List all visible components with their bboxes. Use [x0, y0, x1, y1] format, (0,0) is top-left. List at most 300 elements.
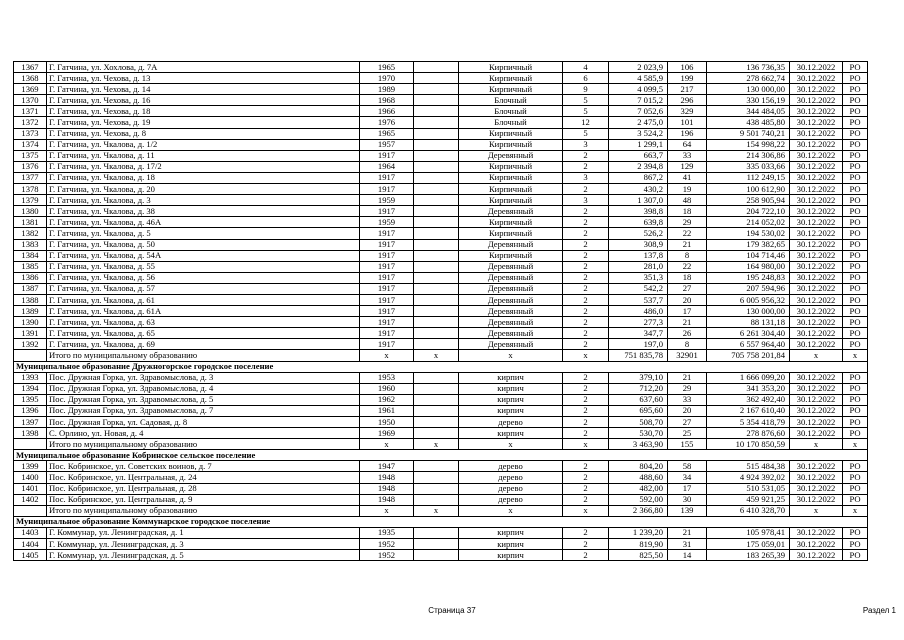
date-cell: 30.12.2022 [790, 372, 843, 383]
table-row [14, 550, 868, 561]
address-cell: Г. Гатчина, ул. Чкалова, д. 57 [47, 283, 360, 294]
amount-cell: 362 492,40 [707, 394, 790, 405]
year-cell: x [360, 505, 414, 516]
date-cell: 30.12.2022 [790, 250, 843, 261]
floors-cell: 5 [563, 106, 609, 117]
total-row [14, 350, 868, 361]
address-cell: Г. Гатчина, ул. Хохлова, д. 7А [47, 62, 360, 73]
residents-cell: 155 [668, 439, 707, 450]
table-row [14, 317, 868, 328]
date-cell: 30.12.2022 [790, 527, 843, 538]
date-cell: 30.12.2022 [790, 405, 843, 416]
area-cell: 277,3 [609, 317, 668, 328]
table-row [14, 272, 868, 283]
address-cell: Г. Гатчина, ул. Чкалова, д. 54А [47, 250, 360, 261]
row-number-cell: 1379 [14, 195, 47, 206]
residents-cell: 27 [668, 283, 707, 294]
wall-material-cell: кирпич [459, 383, 563, 394]
table-row [14, 172, 868, 183]
floors-cell: 2 [563, 383, 609, 394]
residents-cell: 32901 [668, 350, 707, 361]
residents-cell: 21 [668, 527, 707, 538]
address-cell: Г. Гатчина, ул. Чкалова, д. 61 [47, 294, 360, 305]
area-cell: 1 307,0 [609, 195, 668, 206]
floors-cell: 2 [563, 405, 609, 416]
table-row [14, 372, 868, 383]
amount-cell: 195 248,83 [707, 272, 790, 283]
section-header-row [14, 516, 868, 527]
date-cell: 30.12.2022 [790, 539, 843, 550]
blank-cell [414, 150, 459, 161]
blank-cell [414, 405, 459, 416]
address-cell: С. Орлино, ул. Новая, д. 4 [47, 428, 360, 439]
address-cell: Г. Коммунар, ул. Ленинградская, д. 1 [47, 527, 360, 538]
residents-cell: 21 [668, 239, 707, 250]
row-number-cell: 1367 [14, 62, 47, 73]
wall-material-cell: Кирпичный [459, 73, 563, 84]
year-cell: 1948 [360, 494, 414, 505]
date-cell: 30.12.2022 [790, 283, 843, 294]
blank-cell [414, 261, 459, 272]
code-cell: РО [843, 494, 868, 505]
row-number-cell: 1388 [14, 294, 47, 305]
area-cell: 526,2 [609, 228, 668, 239]
year-cell: 1989 [360, 84, 414, 95]
blank-cell [414, 294, 459, 305]
blank-cell: x [414, 439, 459, 450]
floors-cell: 2 [563, 550, 609, 561]
date-cell: 30.12.2022 [790, 161, 843, 172]
table-row [14, 206, 868, 217]
amount-cell: 335 033,66 [707, 161, 790, 172]
area-cell: 7 052,6 [609, 106, 668, 117]
address-cell: Г. Гатчина, ул. Чкалова, д. 20 [47, 184, 360, 195]
row-number-cell: 1369 [14, 84, 47, 95]
address-cell: Г. Гатчина, ул. Чкалова, д. 69 [47, 339, 360, 350]
row-number-cell: 1389 [14, 306, 47, 317]
blank-cell: x [414, 505, 459, 516]
area-cell: 308,9 [609, 239, 668, 250]
floors-cell: 5 [563, 95, 609, 106]
floors-cell: 2 [563, 261, 609, 272]
floors-cell: 3 [563, 195, 609, 206]
residents-cell: 139 [668, 505, 707, 516]
section-header-row [14, 361, 868, 372]
section-title: Муниципальное образование Дружногорское городское поселение [14, 361, 868, 372]
date-cell: 30.12.2022 [790, 150, 843, 161]
amount-cell: 438 485,80 [707, 117, 790, 128]
year-cell: 1917 [360, 306, 414, 317]
area-cell: 1 239,20 [609, 527, 668, 538]
row-number-cell: 1382 [14, 228, 47, 239]
wall-material-cell: кирпич [459, 527, 563, 538]
code-cell: РО [843, 394, 868, 405]
year-cell: 1952 [360, 550, 414, 561]
code-cell: x [843, 350, 868, 361]
blank-cell [414, 461, 459, 472]
area-cell: 347,7 [609, 328, 668, 339]
wall-material-cell: дерево [459, 461, 563, 472]
year-cell: 1948 [360, 483, 414, 494]
wall-material-cell: Кирпичный [459, 172, 563, 183]
code-cell: РО [843, 261, 868, 272]
date-cell: 30.12.2022 [790, 494, 843, 505]
row-number-cell: 1395 [14, 394, 47, 405]
area-cell: 530,70 [609, 428, 668, 439]
code-cell: РО [843, 428, 868, 439]
floors-cell: 2 [563, 527, 609, 538]
residents-cell: 58 [668, 461, 707, 472]
wall-material-cell: Деревянный [459, 261, 563, 272]
area-cell: 695,60 [609, 405, 668, 416]
date-cell: 30.12.2022 [790, 339, 843, 350]
year-cell: 1957 [360, 139, 414, 150]
address-cell: Г. Гатчина, ул. Чкалова, д. 11 [47, 150, 360, 161]
wall-material-cell: кирпич [459, 550, 563, 561]
year-cell: 1917 [360, 206, 414, 217]
code-cell: РО [843, 483, 868, 494]
year-cell: 1917 [360, 317, 414, 328]
code-cell: РО [843, 239, 868, 250]
blank-cell [414, 527, 459, 538]
table-row [14, 250, 868, 261]
table-row [14, 95, 868, 106]
date-cell: 30.12.2022 [790, 383, 843, 394]
amount-cell: 5 354 418,79 [707, 417, 790, 428]
code-cell: РО [843, 195, 868, 206]
address-cell: Г. Коммунар, ул. Ленинградская, д. 3 [47, 539, 360, 550]
table-row [14, 239, 868, 250]
year-cell: 1948 [360, 472, 414, 483]
row-number-cell: 1384 [14, 250, 47, 261]
area-cell: 637,60 [609, 394, 668, 405]
floors-cell: 2 [563, 372, 609, 383]
table-row [14, 339, 868, 350]
table-body [14, 62, 868, 561]
residents-cell: 129 [668, 161, 707, 172]
wall-material-cell: дерево [459, 417, 563, 428]
wall-material-cell: Деревянный [459, 328, 563, 339]
amount-cell: 214 306,86 [707, 150, 790, 161]
year-cell: 1953 [360, 372, 414, 383]
wall-material-cell: Кирпичный [459, 217, 563, 228]
row-number-cell [14, 439, 47, 450]
table-row [14, 84, 868, 95]
blank-cell [414, 550, 459, 561]
floors-cell: 2 [563, 428, 609, 439]
blank-cell [414, 394, 459, 405]
table-row [14, 461, 868, 472]
row-number-cell: 1372 [14, 117, 47, 128]
row-number-cell: 1386 [14, 272, 47, 283]
date-cell: 30.12.2022 [790, 139, 843, 150]
residents-cell: 25 [668, 428, 707, 439]
wall-material-cell: кирпич [459, 539, 563, 550]
year-cell: 1959 [360, 195, 414, 206]
code-cell: РО [843, 294, 868, 305]
code-cell: РО [843, 328, 868, 339]
blank-cell [414, 283, 459, 294]
row-number-cell: 1380 [14, 206, 47, 217]
residents-cell: 101 [668, 117, 707, 128]
area-cell: 1 299,1 [609, 139, 668, 150]
amount-cell: 6 005 956,32 [707, 294, 790, 305]
code-cell: РО [843, 250, 868, 261]
year-cell: 1917 [360, 328, 414, 339]
page-number: Страница 37 [428, 606, 476, 615]
row-number-cell: 1398 [14, 428, 47, 439]
row-number-cell: 1374 [14, 139, 47, 150]
address-cell: Пос. Кобринское, ул. Центральная, д. 9 [47, 494, 360, 505]
row-number-cell [14, 505, 47, 516]
code-cell: РО [843, 73, 868, 84]
blank-cell [414, 73, 459, 84]
year-cell: 1917 [360, 239, 414, 250]
area-cell: 197,0 [609, 339, 668, 350]
section-label: Раздел 1 [862, 606, 896, 615]
table-row [14, 195, 868, 206]
table-row [14, 161, 868, 172]
area-cell: 592,00 [609, 494, 668, 505]
year-cell: 1964 [360, 161, 414, 172]
blank-cell [414, 117, 459, 128]
row-number-cell: 1390 [14, 317, 47, 328]
row-number-cell [14, 350, 47, 361]
row-number-cell: 1385 [14, 261, 47, 272]
address-cell: Г. Гатчина, ул. Чкалова, д. 46А [47, 217, 360, 228]
code-cell: РО [843, 272, 868, 283]
row-number-cell: 1391 [14, 328, 47, 339]
address-cell: Итого по муниципальному образованию [47, 439, 360, 450]
residents-cell: 196 [668, 128, 707, 139]
floors-cell: 2 [563, 239, 609, 250]
floors-cell: 2 [563, 228, 609, 239]
address-cell: Пос. Дружная Горка, ул. Здравомыслова, д. 7 [47, 405, 360, 416]
amount-cell: 258 905,94 [707, 195, 790, 206]
row-number-cell: 1392 [14, 339, 47, 350]
amount-cell: 164 980,00 [707, 261, 790, 272]
address-cell: Г. Гатчина, ул. Чкалова, д. 56 [47, 272, 360, 283]
row-number-cell: 1387 [14, 283, 47, 294]
area-cell: 3 463,90 [609, 439, 668, 450]
total-row [14, 505, 868, 516]
floors-cell: 4 [563, 62, 609, 73]
floors-cell: 2 [563, 294, 609, 305]
row-number-cell: 1375 [14, 150, 47, 161]
row-number-cell: 1393 [14, 372, 47, 383]
blank-cell [414, 206, 459, 217]
date-cell: 30.12.2022 [790, 106, 843, 117]
area-cell: 508,70 [609, 417, 668, 428]
address-cell: Г. Гатчина, ул. Чехова, д. 19 [47, 117, 360, 128]
wall-material-cell: Блочный [459, 95, 563, 106]
year-cell: 1917 [360, 184, 414, 195]
table-row [14, 394, 868, 405]
floors-cell: 2 [563, 472, 609, 483]
wall-material-cell: Кирпичный [459, 139, 563, 150]
date-cell: 30.12.2022 [790, 428, 843, 439]
wall-material-cell: Деревянный [459, 272, 563, 283]
row-number-cell: 1405 [14, 550, 47, 561]
residents-cell: 64 [668, 139, 707, 150]
date-cell: x [790, 439, 843, 450]
area-cell: 663,7 [609, 150, 668, 161]
date-cell: 30.12.2022 [790, 172, 843, 183]
floors-cell: 6 [563, 73, 609, 84]
amount-cell: 9 501 740,21 [707, 128, 790, 139]
address-cell: Пос. Кобринское, ул. Центральная, д. 28 [47, 483, 360, 494]
year-cell: x [360, 439, 414, 450]
amount-cell: 278 876,60 [707, 428, 790, 439]
floors-cell: 2 [563, 461, 609, 472]
date-cell: 30.12.2022 [790, 483, 843, 494]
wall-material-cell: дерево [459, 494, 563, 505]
table-row [14, 405, 868, 416]
wall-material-cell: Блочный [459, 106, 563, 117]
blank-cell [414, 339, 459, 350]
amount-cell: 515 484,38 [707, 461, 790, 472]
year-cell: 1965 [360, 128, 414, 139]
code-cell: РО [843, 417, 868, 428]
address-cell: Г. Гатчина, ул. Чкалова, д. 50 [47, 239, 360, 250]
table-row [14, 494, 868, 505]
code-cell: x [843, 439, 868, 450]
code-cell: РО [843, 84, 868, 95]
year-cell: 1966 [360, 106, 414, 117]
amount-cell: 183 265,39 [707, 550, 790, 561]
date-cell: 30.12.2022 [790, 84, 843, 95]
section-title: Муниципальное образование Кобринское сельское поселение [14, 450, 868, 461]
row-number-cell: 1371 [14, 106, 47, 117]
wall-material-cell: Кирпичный [459, 184, 563, 195]
floors-cell: 2 [563, 161, 609, 172]
amount-cell: 154 998,22 [707, 139, 790, 150]
date-cell: 30.12.2022 [790, 128, 843, 139]
year-cell: 1917 [360, 294, 414, 305]
date-cell: 30.12.2022 [790, 117, 843, 128]
residents-cell: 17 [668, 306, 707, 317]
date-cell: 30.12.2022 [790, 306, 843, 317]
floors-cell: 5 [563, 128, 609, 139]
table-row [14, 306, 868, 317]
table-row [14, 228, 868, 239]
floors-cell: 2 [563, 317, 609, 328]
date-cell: 30.12.2022 [790, 206, 843, 217]
address-cell: Пос. Дружная Горка, ул. Здравомыслова, д. 3 [47, 372, 360, 383]
code-cell: РО [843, 139, 868, 150]
area-cell: 281,0 [609, 261, 668, 272]
residents-cell: 34 [668, 472, 707, 483]
blank-cell [414, 139, 459, 150]
blank-cell [414, 95, 459, 106]
year-cell: 1968 [360, 95, 414, 106]
wall-material-cell: Кирпичный [459, 62, 563, 73]
table-row [14, 73, 868, 84]
row-number-cell: 1383 [14, 239, 47, 250]
wall-material-cell: кирпич [459, 428, 563, 439]
area-cell: 4 585,9 [609, 73, 668, 84]
code-cell: РО [843, 217, 868, 228]
address-cell: Г. Гатчина, ул. Чкалова, д. 3 [47, 195, 360, 206]
wall-material-cell: Блочный [459, 117, 563, 128]
address-cell: Пос. Кобринское, ул. Советских воинов, д. 7 [47, 461, 360, 472]
code-cell: x [843, 505, 868, 516]
residents-cell: 26 [668, 328, 707, 339]
blank-cell [414, 128, 459, 139]
wall-material-cell: дерево [459, 483, 563, 494]
code-cell: РО [843, 62, 868, 73]
blank-cell [414, 306, 459, 317]
date-cell: x [790, 505, 843, 516]
blank-cell [414, 228, 459, 239]
residents-cell: 20 [668, 294, 707, 305]
table-row [14, 139, 868, 150]
blank-cell [414, 184, 459, 195]
row-number-cell: 1370 [14, 95, 47, 106]
date-cell: 30.12.2022 [790, 217, 843, 228]
year-cell: 1950 [360, 417, 414, 428]
floors-cell: 2 [563, 272, 609, 283]
date-cell: x [790, 350, 843, 361]
total-row [14, 439, 868, 450]
row-number-cell: 1396 [14, 405, 47, 416]
residents-cell: 296 [668, 95, 707, 106]
code-cell: РО [843, 306, 868, 317]
table-row [14, 184, 868, 195]
year-cell: 1917 [360, 272, 414, 283]
wall-material-cell: Кирпичный [459, 161, 563, 172]
code-cell: РО [843, 339, 868, 350]
address-cell: Г. Гатчина, ул. Чехова, д. 8 [47, 128, 360, 139]
amount-cell: 10 170 850,59 [707, 439, 790, 450]
address-cell: Итого по муниципальному образованию [47, 350, 360, 361]
code-cell: РО [843, 405, 868, 416]
floors-cell: 2 [563, 417, 609, 428]
residents-cell: 48 [668, 195, 707, 206]
area-cell: 486,0 [609, 306, 668, 317]
date-cell: 30.12.2022 [790, 184, 843, 195]
blank-cell [414, 84, 459, 95]
amount-cell: 344 484,05 [707, 106, 790, 117]
amount-cell: 204 722,10 [707, 206, 790, 217]
wall-material-cell: Кирпичный [459, 250, 563, 261]
blank-cell [414, 106, 459, 117]
date-cell: 30.12.2022 [790, 73, 843, 84]
residents-cell: 22 [668, 228, 707, 239]
year-cell: 1935 [360, 527, 414, 538]
wall-material-cell: Деревянный [459, 206, 563, 217]
wall-material-cell: Деревянный [459, 306, 563, 317]
amount-cell: 207 594,96 [707, 283, 790, 294]
address-cell: Г. Гатчина, ул. Чкалова, д. 61А [47, 306, 360, 317]
wall-material-cell: Кирпичный [459, 195, 563, 206]
area-cell: 430,2 [609, 184, 668, 195]
year-cell: 1965 [360, 62, 414, 73]
residents-cell: 217 [668, 84, 707, 95]
area-cell: 639,8 [609, 217, 668, 228]
floors-cell: 9 [563, 84, 609, 95]
address-cell: Г. Гатчина, ул. Чкалова, д. 1/2 [47, 139, 360, 150]
area-cell: 542,2 [609, 283, 668, 294]
area-cell: 819,90 [609, 539, 668, 550]
table-row [14, 217, 868, 228]
table-row [14, 383, 868, 394]
floors-cell: 2 [563, 250, 609, 261]
row-number-cell: 1381 [14, 217, 47, 228]
blank-cell [414, 161, 459, 172]
table-row [14, 539, 868, 550]
address-cell: Итого по муниципальному образованию [47, 505, 360, 516]
